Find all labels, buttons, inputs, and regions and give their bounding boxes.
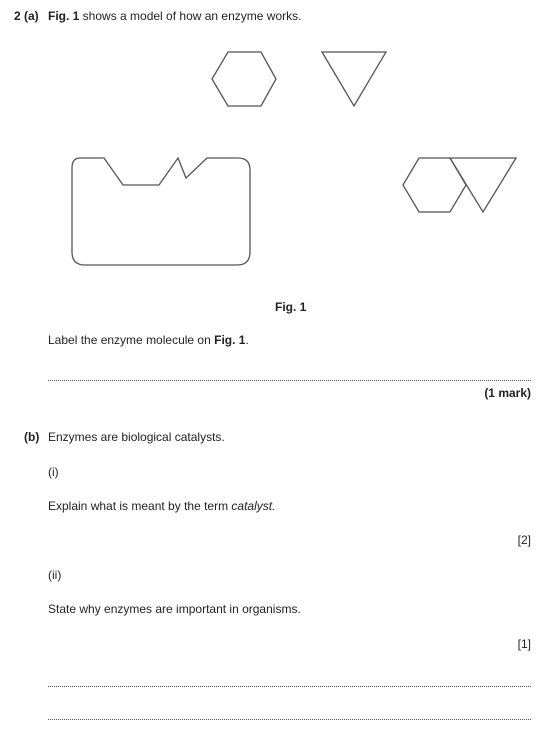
figure-caption: Fig. 1 <box>275 300 307 314</box>
task-a-post: . <box>245 333 249 347</box>
intro-text: shows a model of how an enzyme works. <box>79 9 302 23</box>
triangle-substrate-shape <box>322 52 386 106</box>
answer-line-a[interactable] <box>48 380 531 381</box>
part-b-statement: Enzymes are biological catalysts. <box>48 430 225 444</box>
question-number: 2 (a) <box>14 9 39 23</box>
part-b-label: (b) <box>24 430 40 444</box>
product-triangle-shape <box>450 158 516 212</box>
task-a-pre: Label the enzyme molecule on <box>48 333 215 347</box>
product-hexagon-shape <box>403 158 466 212</box>
sub-ii-question: State why enzymes are important in organisms. <box>48 602 301 616</box>
sub-i-marks: [2] <box>517 533 531 547</box>
answer-line-b2[interactable] <box>48 719 531 720</box>
sub-i-question-term: catalyst. <box>231 499 276 513</box>
sub-ii-marks: [1] <box>517 637 531 651</box>
intro-fig-ref: Fig. 1 <box>48 9 80 23</box>
enzyme-shape <box>72 158 250 265</box>
sub-i-question-pre: Explain what is meant by the term <box>48 499 232 513</box>
task-a-fig-ref: Fig. 1 <box>214 333 246 347</box>
sub-i-label: (i) <box>48 465 59 479</box>
hexagon-substrate-shape <box>212 52 276 106</box>
mark-a: (1 mark) <box>484 386 531 400</box>
task-a-text <box>48 333 249 347</box>
sub-i-question <box>48 499 275 513</box>
answer-line-b1[interactable] <box>48 686 531 687</box>
sub-ii-label: (ii) <box>48 568 62 582</box>
